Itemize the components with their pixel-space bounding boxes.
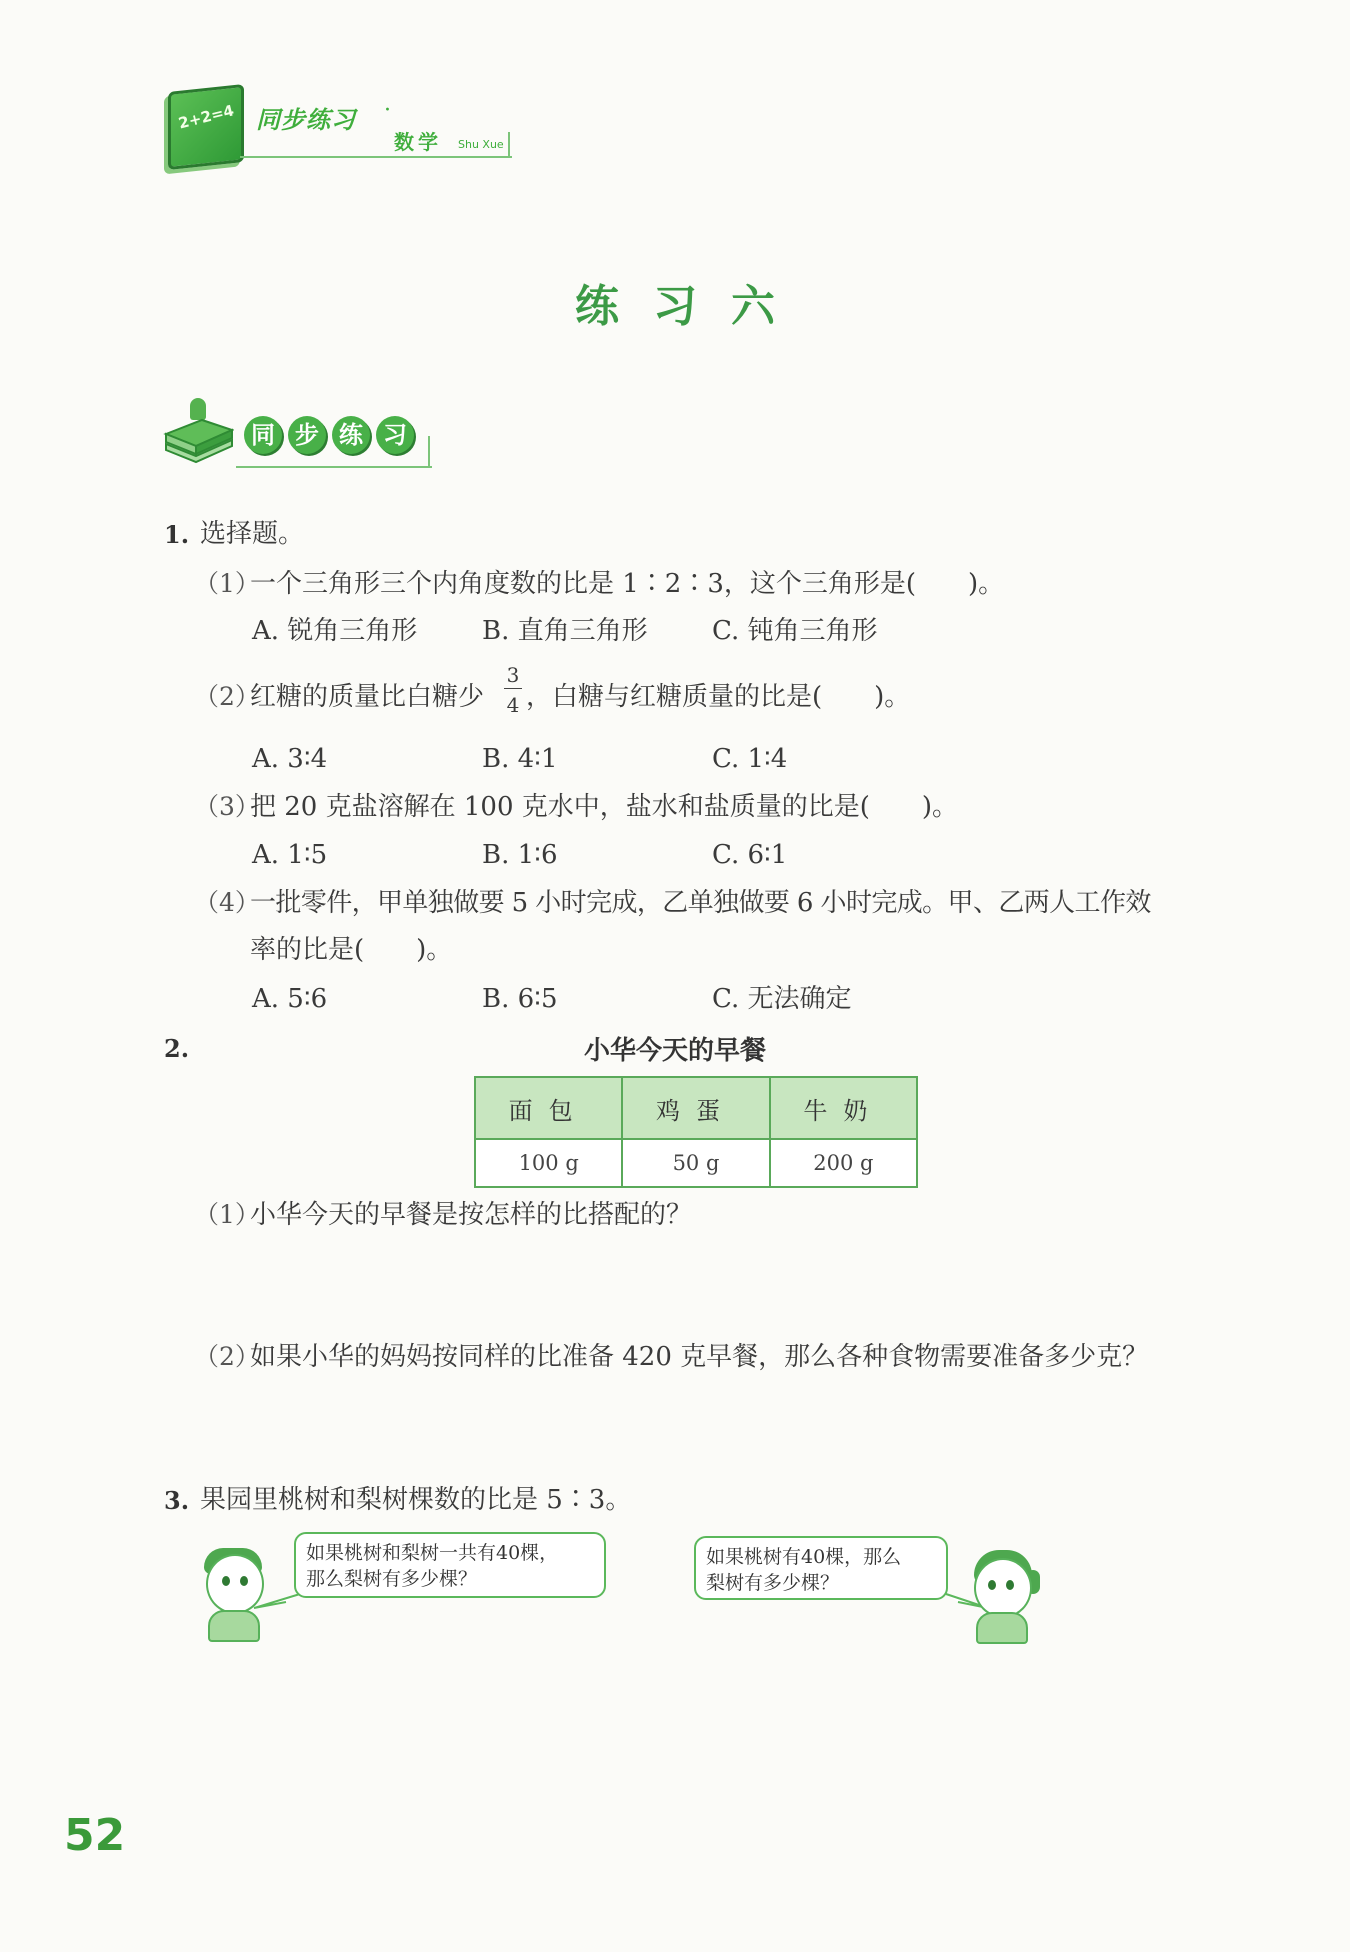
q1-1-option-c: C. 钝角三角形	[712, 616, 878, 646]
q2-2-text: 如果小华的妈妈按同样的比准备 420 克早餐，那么各种食物需要准备多少克？	[250, 1342, 1149, 1372]
q1-2-option-c: C. 1∶4	[712, 744, 788, 774]
q1-3-option-c: C. 6∶1	[712, 840, 788, 870]
header-milk: 牛奶	[770, 1077, 917, 1139]
q1-2-option-a: A. 3∶4	[252, 744, 328, 774]
fraction-bar	[504, 688, 522, 689]
q1-4-option-c: C. 无法确定	[712, 984, 852, 1014]
q1-4-option-a: A. 5∶6	[252, 984, 328, 1014]
girl-speech-bubble: 如果桃树有40棵，那么 梨树有多少棵？	[694, 1536, 948, 1600]
q1-4-text: 一批零件，甲单独做要 5 小时完成，乙单独做要 6 小时完成。甲、乙两人工作效	[250, 888, 1151, 918]
section-char-3: 练	[332, 416, 370, 454]
q1-2-option-b: B. 4∶1	[482, 744, 558, 774]
q3-number: 3.	[164, 1486, 190, 1515]
q1-4-text-continued: 率的比是( )。	[250, 935, 453, 965]
q1-3-option-b: B. 1∶6	[482, 840, 558, 870]
q1-3-label: （3）	[194, 792, 260, 821]
q1-2-text-before: 红糖的质量比白糖少	[250, 682, 485, 712]
series-title: 同步练习	[256, 106, 356, 134]
q1-1-option-a: A. 锐角三角形	[252, 616, 418, 646]
q2-number: 2.	[164, 1034, 190, 1063]
section-char-4: 习	[376, 416, 414, 454]
girl-illustration	[970, 1550, 1040, 1642]
q1-3-text: 把 20 克盐溶解在 100 克水中，盐水和盐质量的比是( )。	[250, 792, 959, 822]
books-icon	[162, 412, 234, 464]
value-egg: 50 g	[622, 1139, 769, 1187]
subject-pinyin: Shu Xue	[458, 138, 504, 151]
header-dot: ·	[384, 98, 391, 123]
header-underline-end	[508, 132, 510, 158]
q1-number: 1.	[164, 520, 190, 549]
q1-title: 选择题。	[200, 519, 305, 549]
table-row	[475, 1139, 917, 1187]
value-bread: 100 g	[475, 1139, 622, 1187]
q3-text: 果园里桃树和梨树棵数的比是 5∶3。	[200, 1485, 632, 1515]
blackboard-text: 2+2=4	[176, 101, 236, 133]
page-number: 52	[64, 1810, 126, 1861]
value-milk: 200 g	[770, 1139, 917, 1187]
breakfast-table	[474, 1076, 918, 1188]
section-char-2: 步	[288, 416, 326, 454]
q2-1-label: （1）	[194, 1200, 260, 1229]
q1-1-label: （1）	[194, 569, 260, 598]
page-title: 练习六	[575, 281, 809, 332]
table-header-row	[475, 1077, 917, 1139]
q1-3-option-a: A. 1∶5	[252, 840, 328, 870]
section-underline	[236, 466, 432, 468]
q2-2-label: （2）	[194, 1342, 260, 1371]
q1-4-label: （4）	[194, 888, 260, 917]
section-underline-end	[428, 436, 430, 468]
header-egg: 鸡蛋	[622, 1077, 769, 1139]
q1-1-text: 一个三角形三个内角度数的比是 1∶2∶3，这个三角形是( )。	[250, 569, 1005, 599]
boy-speech-bubble: 如果桃树和梨树一共有40棵， 那么梨树有多少棵？	[294, 1532, 606, 1598]
header-underline	[240, 156, 512, 158]
q2-1-text: 小华今天的早餐是按怎样的比搭配的？	[250, 1200, 693, 1230]
table-title: 小华今天的早餐	[583, 1036, 766, 1066]
q1-1-option-b: B. 直角三角形	[482, 616, 648, 646]
header-bread: 面包	[475, 1077, 622, 1139]
subject-label: 数学	[394, 130, 442, 154]
section-char-1: 同	[244, 416, 282, 454]
fraction-numerator: 3	[506, 663, 520, 687]
q1-2-label: （2）	[194, 682, 260, 711]
q1-2-text-after: ，白糖与红糖质量的比是( )。	[526, 682, 911, 712]
fraction-denominator: 4	[506, 693, 520, 717]
boy-bubble-tail	[252, 1592, 302, 1612]
q1-4-option-b: B. 6∶5	[482, 984, 558, 1014]
